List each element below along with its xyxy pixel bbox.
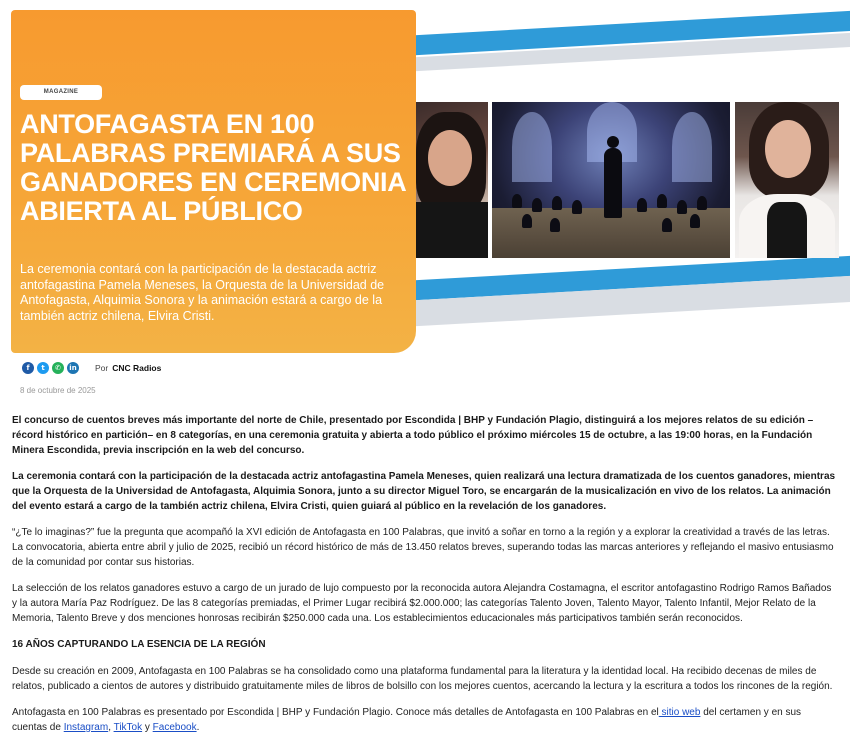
article-headline: ANTOFAGASTA EN 100 PALABRAS PREMIARÁ A SUS GANADORES EN CEREMONIA ABIERTA AL PÚBLICO xyxy=(20,109,406,226)
share-bar xyxy=(22,362,161,374)
link-facebook[interactable]: Facebook xyxy=(152,722,197,733)
paragraph-edition: “¿Te lo imaginas?” fue la pregunta que acompañó la XVI edición de Antofagasta en 100 Palabras, que invitó a soñar en torno a la región y a explorar la creatividad a través de las letras. La convocatoria, abierta entre abril y julio de 2025, recibió un récord histórico de más de 13.450 relatos breves, superando todas las marcas anteriores y reflejando el masivo entusiasmo de la comunidad por contar sus historias. xyxy=(12,527,834,568)
photo-pamela-meneses xyxy=(410,102,488,258)
links-text-b: del certamen y en sus cuentas de xyxy=(12,707,802,733)
facebook-icon[interactable]: f xyxy=(22,362,34,374)
links-text-a: Antofagasta en 100 Palabras es presentado por Escondida | BHP y Fundación Plagio. Conoce más detalles de Antofagasta en 100 Palabras en el xyxy=(12,707,659,718)
photo-elvira-cristi xyxy=(735,102,839,258)
author-name[interactable]: CNC Radios xyxy=(112,363,162,373)
links-sep-1: , xyxy=(108,722,114,733)
conductor-figure xyxy=(604,148,622,218)
twitter-icon[interactable]: t xyxy=(37,362,49,374)
category-tag[interactable]: MAGAZINE xyxy=(20,85,102,100)
paragraph-lead: El concurso de cuentos breves más importante del norte de Chile, presentado por Escondida | BHP y Fundación Plagio, distinguirá a los mejores relatos de su edición –récord histórico en partición– en 8 categorías, en una ceremonia gratuita y abierta a todo público el próximo miércoles 15 de octubre, a las 19:00 horas, en la Fundación Minera Escondida, previa inscripción en la web del concurso. xyxy=(12,415,814,456)
paragraph-jury: La selección de los relatos ganadores estuvo a cargo de un jurado de lujo compuesto por la reconocida autora Alejandra Costamagna, el escritor antofagastino Rodrigo Ramos Bañados y la autora María Paz Rodríguez. De las 8 categorías premiadas, el Primer Lugar recibirá $2.000.000; las categorías Talento Joven, Talento Mayor, Talento Infantil, Mejor Relato de la Memoria, Talento Breve y dos menciones honrosas recibirán $250.000 cada una. Los establecimientos educacionales más participativos también serán reconocidos. xyxy=(12,583,832,624)
link-instagram[interactable]: Instagram xyxy=(63,722,109,733)
whatsapp-icon[interactable]: ✆ xyxy=(52,362,64,374)
link-sitio-web[interactable]: sitio web xyxy=(658,707,701,718)
links-end: . xyxy=(196,722,200,733)
paragraph-ceremony: La ceremonia contará con la participación de la destacada actriz antofagastina Pamela Meneses, quien realizará una lectura dramatizada de los cuentos ganadores, mientras que la Orquesta de la Universidad de Antofagasta, Alquimia Sonora, junto a su director Miguel Toro, se encargarán de la musicalización en vivo de los relatos. La animación del evento estará a cargo de la también actriz chilena, Elvira Cristi, quien guiará al público en la revelación de los ganadores. xyxy=(12,471,836,512)
paragraph-history: Desde su creación en 2009, Antofagasta en 100 Palabras se ha consolidado como una plataforma fundamental para la literatura y la identidad local. Ha recibido decenas de miles de relatos, publicado a cientos de autores y distribuido gratuitamente miles de libros de bolsillo con los mejores cuentos, acercando la lectura y la escritura a todos los rincones de la región. xyxy=(12,666,833,692)
publish-date: 8 de octubre de 2025 xyxy=(20,386,96,395)
links-sep-2: y xyxy=(142,722,153,733)
link-tiktok[interactable]: TikTok xyxy=(113,722,143,733)
hero-banner xyxy=(0,0,850,358)
paragraph-links xyxy=(12,705,838,735)
linkedin-icon[interactable]: in xyxy=(67,362,79,374)
article-body xyxy=(12,413,838,746)
photo-orchestra xyxy=(492,102,730,258)
section-heading: 16 AÑOS CAPTURANDO LA ESENCIA DE LA REGIÓN xyxy=(12,639,266,650)
byline-label: Por xyxy=(95,363,109,373)
article-deck: La ceremonia contará con la participación de la destacada actriz antofagastina Pamela Meneses, la Orquesta de la Universidad de Antofagasta, Alquimia Sonora y la animación estará a cargo de la también actriz chilena, Elvira Cristi. xyxy=(20,262,385,323)
